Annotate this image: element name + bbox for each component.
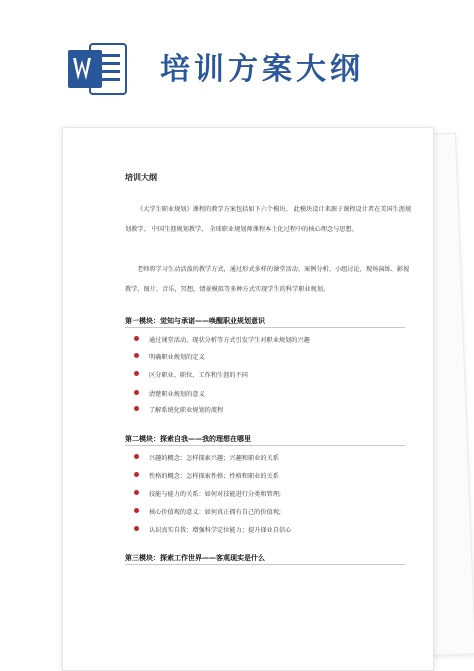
document-page <box>62 127 434 671</box>
page-header <box>0 0 474 122</box>
bullet-icon <box>134 371 139 376</box>
list-item: 技能与能力的关系：如何对技能进行分类和管理; <box>134 490 281 500</box>
list-item: 了解系统化职业规划的流程 <box>134 406 223 416</box>
module-2-heading: 第二模块：探索自我——我的理想在哪里 <box>125 434 405 444</box>
bullet-icon <box>134 454 139 459</box>
list-item: 兴趣的概念：怎样探索兴趣；兴趣和职业的关系 <box>134 454 279 464</box>
bullet-icon <box>134 353 139 358</box>
bullet-icon <box>134 390 139 395</box>
word-document-icon <box>66 40 128 98</box>
module-1-heading: 第一模块：觉知与承诺——唤醒职业规划意识 <box>125 316 405 326</box>
intro-paragraph-2: 老师将学习生动活泼的教学方式，通过形式多样的课堂活动、案例分析、小组讨论，现场演练、影视教学，图片、音乐，冥想，情景模拟等多种方式实现学生的科学职业规划。 <box>125 266 410 293</box>
bullet-icon <box>134 508 139 513</box>
list-item: 区分职业、职位、工作和生涯的不同 <box>134 371 248 381</box>
list-item: 认识真实自我：增强科学定位能力；提升择业自信心 <box>134 526 291 536</box>
bullet-icon <box>134 472 139 477</box>
document-title: 培训大纲 <box>125 173 157 182</box>
list-item: 明确职业规划的定义 <box>134 353 205 363</box>
list-item: 清楚职业规划的意义 <box>134 390 205 400</box>
bullet-icon <box>134 526 139 531</box>
bullet-icon <box>134 406 139 411</box>
bullet-icon <box>134 490 139 495</box>
list-item: 性格的概念：怎样探索性格；性格和职业的关系 <box>134 472 279 482</box>
intro-paragraph-1: 《大学生职业规划》课程的教学方案包括如下六个模块。 此模块设计来源于课程设计者在美国生涯规划教学、 中国生涯规划教学、 全球职业规划师课程本土化过程中的核心理念与思想。 <box>125 206 412 233</box>
page-title: 培训方案大纲 <box>160 52 364 87</box>
list-item: 通过课堂活动、现状分析等方式引发学生对职业规划的兴趣 <box>134 336 310 346</box>
module-3-heading: 第三模块：探索工作世界——客观现实是什么 <box>125 553 405 563</box>
list-item: 核心价值观的意义：如何真正拥有自己的价值观; <box>134 508 281 518</box>
bullet-icon <box>134 336 139 341</box>
